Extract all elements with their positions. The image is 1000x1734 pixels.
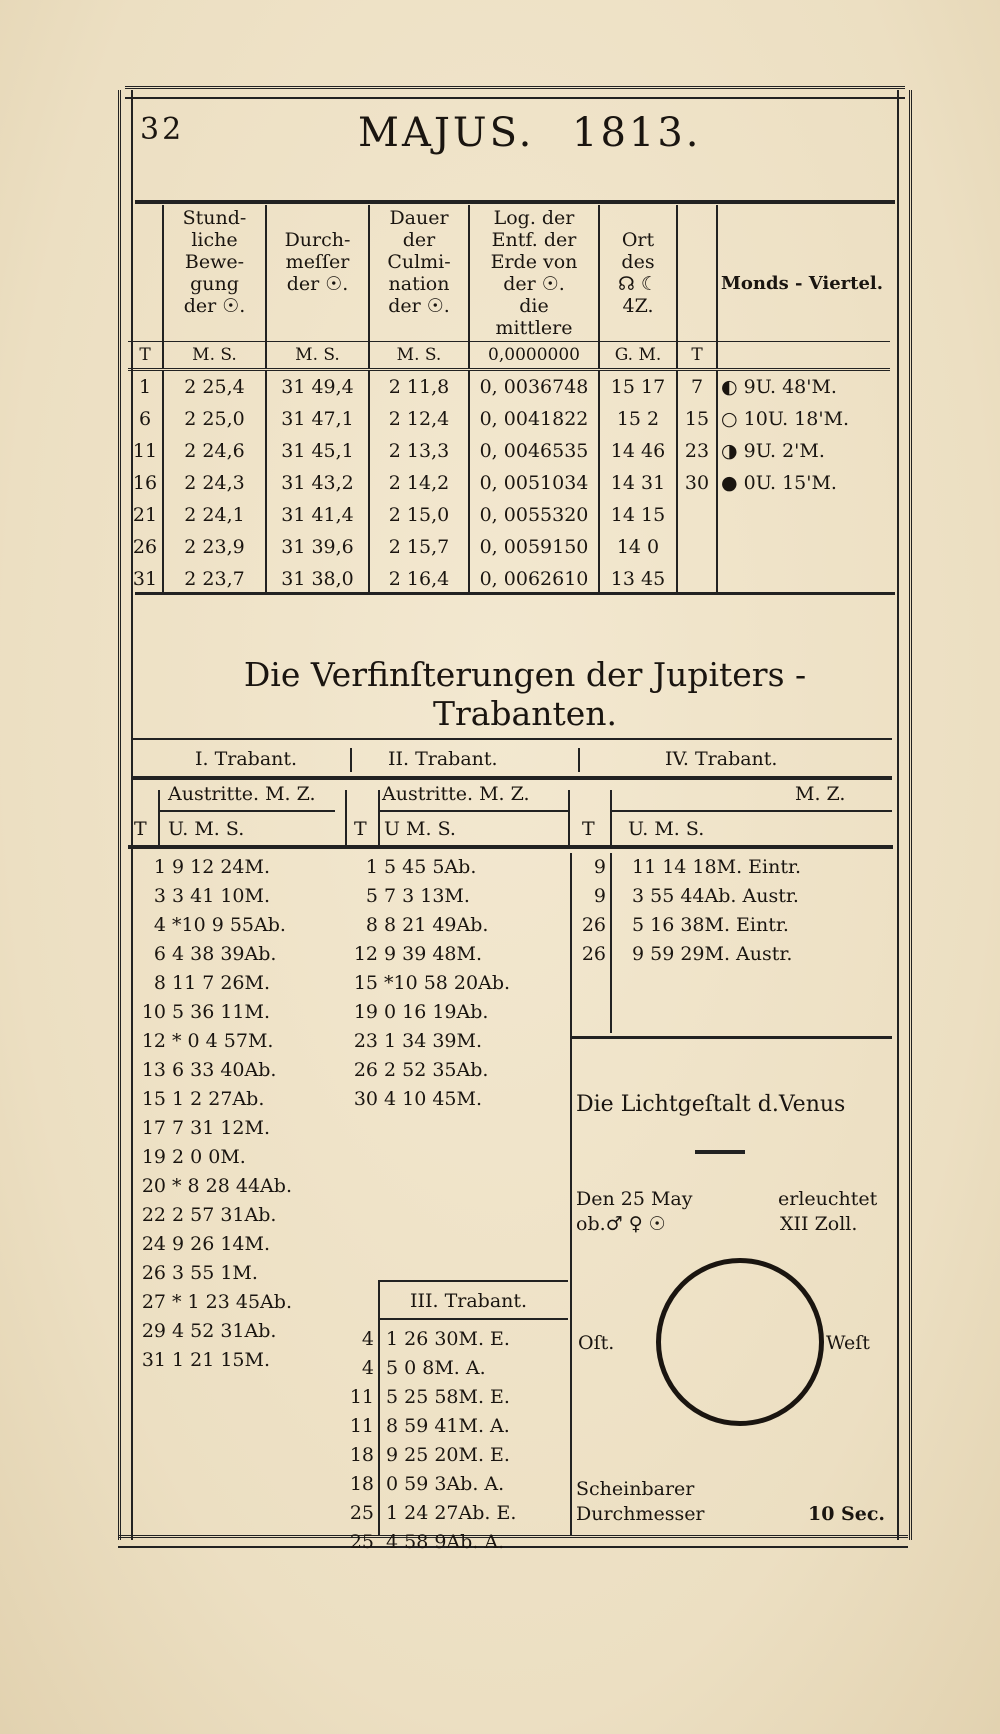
time-cell: 0 16 19Ab. <box>384 1001 489 1023</box>
time-cell: 1 24 27Ab. E. <box>386 1502 517 1524</box>
day-cell: 15 <box>353 972 378 994</box>
venus-illuminated: erleuchtet <box>778 1188 878 1210</box>
time-cell: 7 31 12M. <box>172 1117 271 1139</box>
rule <box>572 1036 892 1039</box>
sat4-times <box>632 853 892 969</box>
time-cell: 1 26 30M. E. <box>386 1328 510 1350</box>
day-cell: 17 <box>141 1117 166 1139</box>
moon-last-quarter-icon: ◑ <box>721 440 738 462</box>
rule <box>578 748 580 772</box>
venus-title-rule <box>695 1150 745 1154</box>
table-cell: 2 23,9 <box>163 531 266 563</box>
sat4-t-label: T <box>582 818 595 840</box>
quarter-day: 15 <box>677 403 717 435</box>
table-row <box>128 370 890 404</box>
quarter-entry <box>717 467 890 499</box>
table-cell: 2 24,1 <box>163 499 266 531</box>
day-cell: 11 <box>128 435 163 467</box>
table-cell: 31 39,6 <box>266 531 369 563</box>
table-cell: 2 25,0 <box>163 403 266 435</box>
table-row <box>128 499 890 531</box>
unit-cell: M. S. <box>266 342 369 370</box>
table-row <box>128 563 890 595</box>
table-cell: 2 15,0 <box>369 499 469 531</box>
rule <box>610 810 892 812</box>
unit-cell: 0,0000000 <box>469 342 599 370</box>
day-cell: 19 <box>141 1146 166 1168</box>
day-cell: 5 <box>365 885 378 907</box>
table-cell: 2 16,4 <box>369 563 469 595</box>
sat2-title: II. Trabant. <box>388 748 498 770</box>
col-header-log-distance: Log. der Entf. der Erde von der ☉. die mittlere <box>469 205 599 342</box>
time-cell: 2 0 0M. <box>172 1146 246 1168</box>
table-cell: 31 38,0 <box>266 563 369 595</box>
table-cell: 0, 0051034 <box>469 467 599 499</box>
eclipse-title: Die Verfinſterungen der Jupiters - Trabanten. <box>243 655 807 733</box>
time-cell: 4 58 9Ab. A. <box>386 1531 505 1553</box>
day-cell: 1 <box>128 370 163 404</box>
time-cell: 9 39 48M. <box>384 943 483 965</box>
quarter-time: 0U. 15'M. <box>743 472 837 494</box>
table-cell: 2 12,4 <box>369 403 469 435</box>
day-cell: 1 <box>365 856 378 878</box>
table-cell: 0, 0041822 <box>469 403 599 435</box>
sat1-days <box>126 853 166 1375</box>
time-cell: 1 2 27Ab. <box>172 1088 265 1110</box>
day-cell: 25 <box>349 1531 374 1553</box>
unit-cell <box>717 342 890 370</box>
quarter-entry <box>717 403 890 435</box>
sat2-t-label: T <box>354 818 367 840</box>
table-cell: 2 24,6 <box>163 435 266 467</box>
time-cell: 1 34 39M. <box>384 1030 483 1052</box>
table-cell: 31 43,2 <box>266 467 369 499</box>
page-number: 32 <box>140 112 185 147</box>
day-cell: 26 <box>128 531 163 563</box>
rule <box>132 738 892 740</box>
sat3-times <box>386 1325 566 1557</box>
day-cell: 26 <box>141 1262 166 1284</box>
empty-cell <box>677 531 717 563</box>
time-cell: * 0 4 57M. <box>172 1030 274 1052</box>
time-cell: 2 52 35Ab. <box>384 1059 489 1081</box>
time-cell: 5 36 11M. <box>172 1001 271 1023</box>
table-cell: 14 46 <box>599 435 677 467</box>
rule <box>378 790 380 845</box>
table-cell: 31 49,4 <box>266 370 369 404</box>
table-cell: 31 47,1 <box>266 403 369 435</box>
sat4-unit: U. M. S. <box>628 818 705 840</box>
time-cell: 0 59 3Ab. A. <box>386 1473 505 1495</box>
rule <box>158 790 160 845</box>
day-cell: 8 <box>153 972 166 994</box>
sat1-title: I. Trabant. <box>195 748 298 770</box>
quarter-day: 7 <box>677 370 717 404</box>
time-cell: 5 45 5Ab. <box>384 856 477 878</box>
section-rule <box>135 592 895 595</box>
col-header-culmination: Dauer der Culmi- nation der ☉. <box>369 205 469 342</box>
table-cell: 2 15,7 <box>369 531 469 563</box>
time-cell: 9 59 29M. Austr. <box>632 943 793 965</box>
header-rule <box>135 200 895 204</box>
sat4-subheader: M. Z. <box>795 783 846 805</box>
venus-phase-circle <box>656 1258 824 1426</box>
year: 1813. <box>572 110 702 156</box>
table-cell: 14 15 <box>599 499 677 531</box>
col-header <box>128 205 163 342</box>
table-cell: 13 45 <box>599 563 677 595</box>
rule <box>350 748 352 772</box>
rule <box>160 810 335 812</box>
frame-top-border <box>125 86 905 99</box>
time-cell: 3 55 1M. <box>172 1262 258 1284</box>
time-cell: *10 58 20Ab. <box>384 972 511 994</box>
day-cell: 24 <box>141 1233 166 1255</box>
venus-conjunction: ob.♂ ♀ ☉ <box>576 1213 666 1235</box>
quarter-time: 9U. 48'M. <box>743 376 837 398</box>
day-cell: 30 <box>353 1088 378 1110</box>
sat2-days <box>338 853 378 1114</box>
time-cell: 5 0 8M. A. <box>386 1357 486 1379</box>
venus-title: Die Lichtgeſtalt d.Venus <box>576 1092 846 1117</box>
day-cell: 26 <box>581 914 606 936</box>
sat3-title: III. Trabant. <box>410 1290 528 1312</box>
col-header-hourly-motion: Stund- liche Bewe- gung der ☉. <box>163 205 266 342</box>
time-cell: 2 57 31Ab. <box>172 1204 277 1226</box>
empty-cell <box>717 531 890 563</box>
sat2-times <box>384 853 564 1114</box>
day-cell: 6 <box>128 403 163 435</box>
venus-diameter-value: 10 Sec. <box>808 1503 886 1525</box>
unit-cell: G. M. <box>599 342 677 370</box>
table-cell: 0, 0062610 <box>469 563 599 595</box>
full-moon-icon: ○ <box>721 408 738 430</box>
day-cell: 9 <box>593 856 606 878</box>
venus-east-label: Oſt. <box>578 1332 615 1354</box>
sat2-unit: U M. S. <box>384 818 456 840</box>
rule <box>380 1280 568 1282</box>
table-cell: 0, 0046535 <box>469 435 599 467</box>
day-cell: 23 <box>353 1030 378 1052</box>
time-cell: 9 26 14M. <box>172 1233 271 1255</box>
day-cell: 21 <box>128 499 163 531</box>
day-cell: 20 <box>141 1175 166 1197</box>
table-cell: 31 45,1 <box>266 435 369 467</box>
sat3-days <box>336 1325 374 1557</box>
time-cell: 5 16 38M. Eintr. <box>632 914 789 936</box>
day-cell: 12 <box>353 943 378 965</box>
time-cell: *10 9 55Ab. <box>172 914 286 936</box>
sat4-days <box>572 853 606 969</box>
rule <box>568 790 570 845</box>
empty-cell <box>677 499 717 531</box>
table-cell: 31 41,4 <box>266 499 369 531</box>
col-header-moon-quarters: Monds - Viertel. <box>721 273 884 294</box>
time-cell: 1 21 15M. <box>172 1349 271 1371</box>
venus-diameter-label: Scheinbarer <box>576 1478 695 1500</box>
day-cell: 25 <box>349 1502 374 1524</box>
rule <box>345 790 347 845</box>
table-cell: 0, 0036748 <box>469 370 599 404</box>
sun-table-header <box>128 205 890 342</box>
day-cell: 22 <box>141 1204 166 1226</box>
time-cell: 9 12 24M. <box>172 856 271 878</box>
day-cell: 11 <box>349 1386 374 1408</box>
quarter-entry <box>717 435 890 467</box>
time-cell: 5 25 58M. E. <box>386 1386 510 1408</box>
day-cell: 11 <box>349 1415 374 1437</box>
empty-cell <box>717 563 890 595</box>
day-cell: 15 <box>141 1088 166 1110</box>
month-title: MAJUS. <box>358 110 535 156</box>
time-cell: 8 21 49Ab. <box>384 914 489 936</box>
unit-cell: M. S. <box>369 342 469 370</box>
empty-cell <box>717 499 890 531</box>
table-row <box>128 435 890 467</box>
time-cell: 9 25 20M. E. <box>386 1444 510 1466</box>
table-cell: 2 14,2 <box>369 467 469 499</box>
day-cell: 3 <box>153 885 166 907</box>
time-cell: 3 41 10M. <box>172 885 271 907</box>
day-cell: 13 <box>141 1059 166 1081</box>
quarter-day: 23 <box>677 435 717 467</box>
moon-first-quarter-icon: ◐ <box>721 376 738 398</box>
rule <box>378 810 568 812</box>
day-cell: 6 <box>153 943 166 965</box>
rule <box>132 776 892 780</box>
day-cell: 4 <box>153 914 166 936</box>
table-cell: 2 23,7 <box>163 563 266 595</box>
time-cell: 4 52 31Ab. <box>172 1320 277 1342</box>
time-cell: 6 33 40Ab. <box>172 1059 277 1081</box>
rule <box>380 1318 568 1320</box>
time-cell: 11 14 18M. Eintr. <box>632 856 801 878</box>
unit-row <box>128 342 890 370</box>
table-cell: 0, 0055320 <box>469 499 599 531</box>
venus-date: Den 25 May <box>576 1188 693 1210</box>
time-cell: 11 7 26M. <box>172 972 271 994</box>
time-cell: * 8 28 44Ab. <box>172 1175 292 1197</box>
day-cell: 31 <box>128 563 163 595</box>
table-cell: 0, 0059150 <box>469 531 599 563</box>
time-cell: 7 3 13M. <box>384 885 470 907</box>
day-cell: 26 <box>581 943 606 965</box>
new-moon-icon: ● <box>721 472 738 494</box>
time-cell: 3 55 44Ab. Austr. <box>632 885 799 907</box>
table-row <box>128 531 890 563</box>
venus-diameter-label-2: Durchmesser <box>576 1503 705 1525</box>
sat1-times <box>172 853 342 1375</box>
day-cell: 1 <box>153 856 166 878</box>
time-cell: 8 59 41M. A. <box>386 1415 510 1437</box>
day-cell: 12 <box>141 1030 166 1052</box>
day-cell: 27 <box>141 1291 166 1313</box>
day-cell: 26 <box>353 1059 378 1081</box>
day-cell: 18 <box>349 1444 374 1466</box>
day-cell: 29 <box>141 1320 166 1342</box>
day-cell: 4 <box>361 1357 374 1379</box>
quarter-time: 10U. 18'M. <box>743 408 850 430</box>
table-cell: 15 17 <box>599 370 677 404</box>
unit-cell: T <box>128 342 163 370</box>
table-cell: 2 11,8 <box>369 370 469 404</box>
table-cell: 2 24,3 <box>163 467 266 499</box>
frame-right-border <box>897 90 912 1540</box>
day-cell: 4 <box>361 1328 374 1350</box>
sat4-title: IV. Trabant. <box>665 748 778 770</box>
table-cell: 15 2 <box>599 403 677 435</box>
time-cell: 4 38 39Ab. <box>172 943 277 965</box>
day-cell: 19 <box>353 1001 378 1023</box>
sat1-subheader: Austritte. M. Z. <box>168 783 316 805</box>
venus-illuminated-value: XII Zoll. <box>780 1213 858 1235</box>
table-cell: 14 0 <box>599 531 677 563</box>
unit-cell: T <box>677 342 717 370</box>
table-cell: 2 13,3 <box>369 435 469 467</box>
table-cell: 2 25,4 <box>163 370 266 404</box>
quarter-day: 30 <box>677 467 717 499</box>
time-cell: * 1 23 45Ab. <box>172 1291 292 1313</box>
venus-west-label: Weſt <box>826 1332 870 1354</box>
sat1-unit: U. M. S. <box>168 818 245 840</box>
day-cell: 9 <box>593 885 606 907</box>
empty-cell <box>677 563 717 595</box>
col-header-diameter: Durch- meſſer der ☉. <box>266 205 369 342</box>
rule <box>610 853 612 1033</box>
day-cell: 16 <box>128 467 163 499</box>
quarter-time: 9U. 2'M. <box>743 440 825 462</box>
col-header-node: Ort des ☊ ☾ 4Z. <box>599 205 677 342</box>
unit-cell: M. S. <box>163 342 266 370</box>
day-cell: 31 <box>141 1349 166 1371</box>
col-header-blank <box>677 205 717 342</box>
table-cell: 14 31 <box>599 467 677 499</box>
table-row <box>128 467 890 499</box>
table-row <box>128 403 890 435</box>
sat2-subheader: Austritte. M. Z. <box>382 783 530 805</box>
day-cell: 18 <box>349 1473 374 1495</box>
rule <box>610 790 612 845</box>
day-cell: 10 <box>141 1001 166 1023</box>
rule <box>128 845 893 849</box>
time-cell: 4 10 45M. <box>384 1088 483 1110</box>
sat1-t-label: T <box>134 818 147 840</box>
sun-table <box>128 205 898 595</box>
quarter-entry <box>717 370 890 404</box>
day-cell: 8 <box>365 914 378 936</box>
